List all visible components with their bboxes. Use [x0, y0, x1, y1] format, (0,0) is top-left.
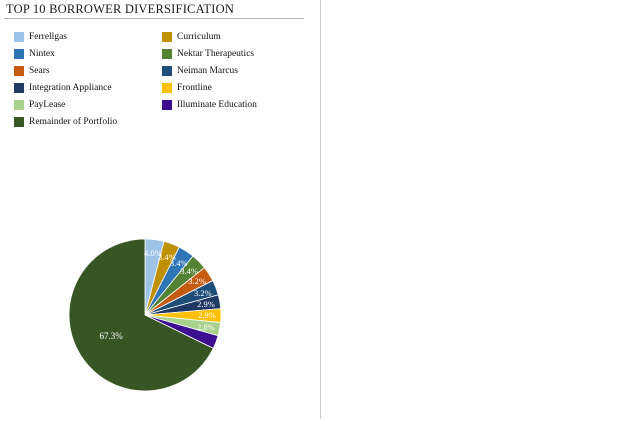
legend-swatch [162, 32, 172, 42]
legend-item[interactable] [162, 28, 310, 45]
pie-slice-label: 3.4% [169, 257, 188, 268]
pie-slice-label: 67.3% [99, 331, 123, 342]
panel-top-10-borrower-diversification [0, 0, 320, 419]
legend-item[interactable] [14, 28, 162, 45]
legend-item[interactable] [162, 96, 310, 113]
legend-left [14, 28, 310, 130]
pie-slice-label: 2.9% [197, 299, 215, 310]
legend-swatch [162, 100, 172, 110]
pie-slice-label: 3.2% [188, 276, 207, 287]
legend-swatch [14, 117, 24, 127]
legend-item[interactable] [162, 62, 310, 79]
pie-slice-label: 2.9% [198, 310, 216, 321]
legend-swatch [162, 66, 172, 76]
legend-item-label: Sears [29, 65, 50, 76]
legend-item-label: Remainder of Portfolio [29, 116, 118, 127]
legend-swatch [14, 66, 24, 76]
legend-item[interactable] [162, 79, 310, 96]
legend-item[interactable] [14, 96, 162, 113]
legend-item[interactable] [14, 45, 162, 62]
legend-item-label: Nektar Therapeutics [177, 48, 255, 59]
legend-item-label: Nintex [29, 48, 55, 59]
pie-chart-borrowers [35, 215, 285, 420]
pie-svg-borrowers [35, 215, 285, 415]
legend-swatch [162, 83, 172, 93]
legend-swatch [14, 100, 24, 110]
legend-item[interactable] [14, 79, 162, 96]
legend-item-label: Frontline [177, 82, 212, 93]
legend-item-label: Neiman Marcus [177, 65, 238, 76]
legend-item-label: Ferrellgas [29, 31, 67, 42]
panel-industry-diversification [320, 0, 640, 419]
pie-slice-label: 4.0% [143, 248, 162, 259]
pie-slice-label: 3.2% [193, 287, 212, 298]
pie-slice-label: 2.8% [197, 321, 215, 332]
pie-slice-label: 3.4% [158, 251, 176, 262]
page-title-left: TOP 10 BORROWER DIVERSIFICATION [6, 2, 235, 16]
legend-item-label: Curriculum [177, 31, 221, 42]
pie-slice-label: 3.4% [180, 266, 198, 277]
legend-swatch [162, 49, 172, 59]
legend-item[interactable] [14, 62, 162, 79]
legend-item[interactable] [162, 45, 310, 62]
legend-item[interactable] [14, 113, 162, 130]
legend-item-label: Illuminate Education [177, 99, 257, 110]
legend-item-label: PayLease [29, 99, 66, 110]
legend-item-label: Integration Appliance [29, 82, 112, 93]
legend-swatch [14, 32, 24, 42]
legend-swatch [14, 83, 24, 93]
legend-swatch [14, 49, 24, 59]
title-underline-left [4, 18, 304, 19]
